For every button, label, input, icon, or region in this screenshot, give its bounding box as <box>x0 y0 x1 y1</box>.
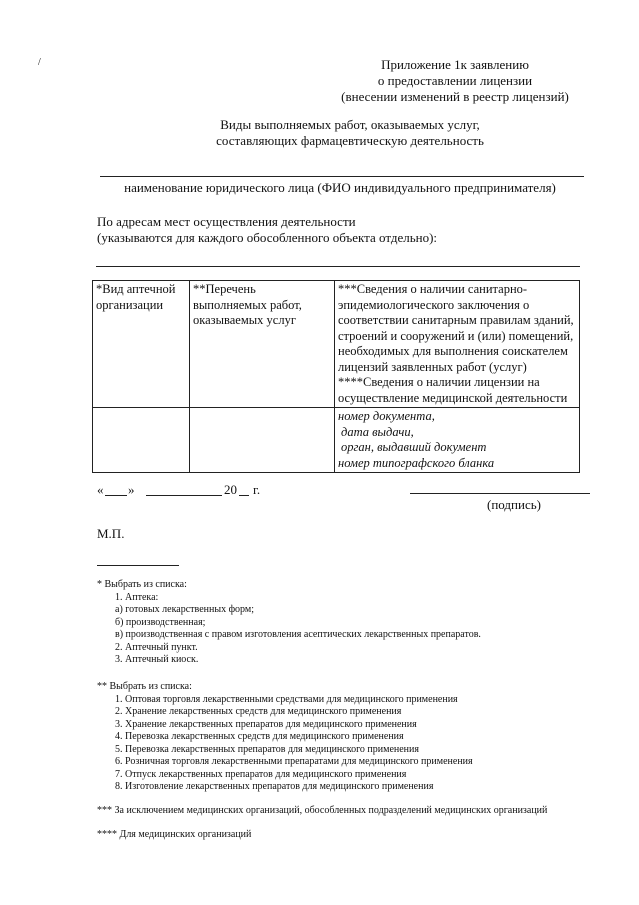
list-item: 2. Хранение лекарственных средств для медицинского применения <box>115 706 402 717</box>
signature-label: (подпись) <box>487 497 541 512</box>
table-header-row <box>93 281 580 408</box>
table-entry-document-details[interactable]: номер документа, дата выдачи, орган, выдавший документ номер типографского бланка <box>335 408 580 473</box>
list-item: а) готовых лекарственных форм; <box>115 604 255 615</box>
appendix-header <box>340 57 570 105</box>
footnote-1 <box>97 579 481 667</box>
address-line[interactable] <box>96 266 580 267</box>
footnote-4: **** Для медицинских организаций <box>97 829 252 840</box>
appendix-line-1: Приложение 1к заявлению <box>381 57 529 72</box>
list-item: б) производственная; <box>115 616 206 628</box>
footnote-2-heading: ** Выбрать из списка: <box>97 681 192 692</box>
list-item: 2. Аптечный пункт. <box>115 641 198 653</box>
title-line-2: составляющих фармацевтическую деятельность <box>216 133 484 148</box>
table-entry-organization-type[interactable] <box>93 408 190 473</box>
addresses-block <box>97 214 437 246</box>
date-year-suffix: г. <box>253 482 261 497</box>
table-cell-organization-type: *Вид аптечной организации <box>93 281 190 408</box>
footnote-3: *** За исключением медицинских организаций, обособленных подразделений медицинских организаций <box>97 805 548 816</box>
table-entry-row <box>93 408 580 473</box>
list-item: 8. Изготовление лекарственных препаратов для медицинского применения <box>115 781 434 792</box>
table-cell-works-list: **Перечень выполняемых работ, оказываемых услуг <box>190 281 335 408</box>
entity-name-line[interactable] <box>100 176 584 177</box>
signature-line[interactable] <box>410 493 590 494</box>
list-item: 3. Аптечный киоск. <box>115 654 199 665</box>
list-item: 4. Перевозка лекарственных средств для медицинского применения <box>115 731 404 742</box>
date-year-prefix: 20 <box>224 482 237 497</box>
table-entry-works-list[interactable] <box>190 408 335 473</box>
date-year-field[interactable] <box>239 495 249 496</box>
table-cell-sanitary-info: ***Сведения о наличии санитарно- эпидемиологического заключения о соответствии санитарным правилам зданий, строений и сооружений и (или) помещений, необходимых для выполнения соискателем лицензий заявленных работ (услуг) ****Сведения о наличии лицензии на осуществление медицинской деятельности <box>335 281 580 408</box>
appendix-line-3: (внесении изменений в реестр лицензий) <box>341 89 569 104</box>
addresses-line-1: По адресам мест осуществления деятельности <box>97 214 356 229</box>
addresses-line-2: (указываются для каждого обособленного объекта отдельно): <box>97 230 438 245</box>
page-title <box>180 117 520 149</box>
list-item: 5. Перевозка лекарственных препаратов для медицинского применения <box>115 743 419 755</box>
date-open-quote: « <box>97 482 104 497</box>
date-month-field[interactable] <box>146 495 222 496</box>
stray-mark: / <box>38 57 41 68</box>
footnote-1-heading: * Выбрать из списка: <box>97 579 187 590</box>
footnote-divider <box>97 565 179 566</box>
stamp-label: М.П. <box>97 526 125 541</box>
appendix-line-2: о предоставлении лицензии <box>377 73 533 88</box>
list-item: в) производственная с правом изготовления асептических лекарственных препаратов. <box>115 629 481 640</box>
footnote-2 <box>97 681 473 794</box>
list-item: 3. Хранение лекарственных препаратов для медицинского применения <box>115 718 417 730</box>
title-line-1: Виды выполняемых работ, оказываемых услуг, <box>220 117 480 132</box>
entity-caption: наименование юридического лица (ФИО индивидуального предпринимателя) <box>124 180 556 195</box>
list-item: 6. Розничная торговля лекарственными препаратами для медицинского применения <box>115 756 473 767</box>
activities-table <box>92 280 580 473</box>
date-day-field[interactable] <box>105 495 127 496</box>
list-item: 7. Отпуск лекарственных препаратов для медицинского применения <box>115 768 407 780</box>
list-item: 1. Аптека: <box>115 591 159 603</box>
list-item: 1. Оптовая торговля лекарственными средствами для медицинского применения <box>115 693 458 705</box>
date-close-quote: » <box>128 482 135 497</box>
